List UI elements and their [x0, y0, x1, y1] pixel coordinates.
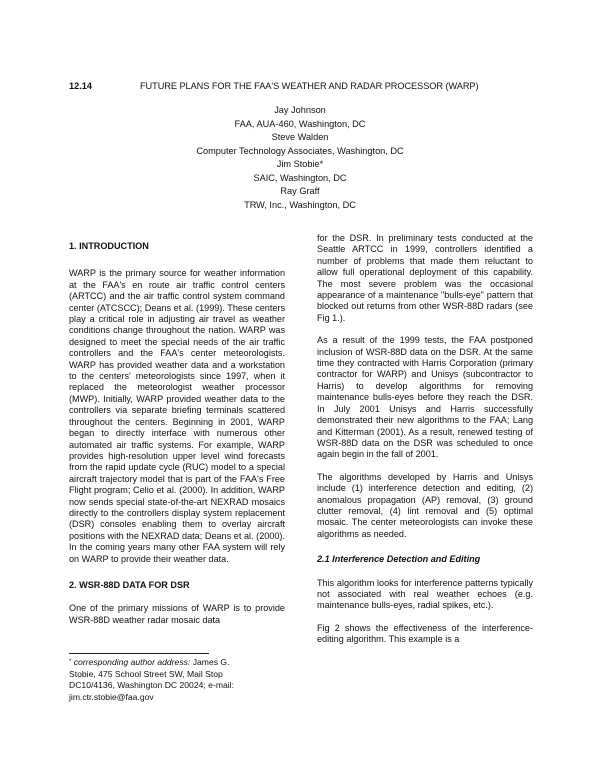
body-paragraph: One of the primary missions of WARP is to provide WSR-88D weather radar mosaic data	[69, 603, 285, 625]
author-affiliation: FAA, AUA-460, Washington, DC	[234, 118, 366, 129]
author-block	[0, 104, 600, 212]
author-name: Jim Stobie*	[276, 159, 324, 169]
subsection-heading-interference: 2.1 Interference Detection and Editing	[317, 554, 481, 565]
body-paragraph: WARP is the primary source for weather information at the FAA's en route air traffic control centers (ARTCC) and the air traffic control system command center (ATCSCC); Deans et al. (1999). These centers play a critical role in adjusting air travel as weather conditions change throughout the nation. WARP was designed to meet the special needs of the air traffic controllers and the FAA's center meteorologists. WARP has provided weather data and a workstation to the centers' meteorologists since 1997, when it replaced the meteorologist weather processor (MWP). Initially, WARP provided weather data to the controllers via separate briefing terminals scattered throughout the centers. Beginning in 2001, WARP began to directly interface with numerous other automated air traffic systems. For example, WARP provides high-resolution upper level wind forecasts from the rapid update cycle (RUC) model to a special aircraft trajectory model that is part of the FAA's Free Flight program; Celio et al. (2000). In addition, WARP now sends special state-of-the-art NEXRAD mosaics directly to the controllers display system replacement (DSR) consoles enabling them to overlay aircraft positions with the NEXRAD data; Deans et al. (2000). In the coming years many other FAA system will rely on WARP to provide their weather data.	[69, 268, 285, 564]
footnote-divider	[69, 653, 209, 654]
body-paragraph: Fig 2 shows the effectiveness of the interference-editing algorithm. This example is a	[317, 622, 533, 645]
footnote-name: James G.	[192, 657, 230, 667]
footnote-line: Stobie, 475 School Street SW, Mail Stop	[69, 668, 223, 679]
body-paragraph: This algorithm looks for interference patterns typically not associated with real weather echoes (e.g. maintenance bulls-eyes, radial spikes, etc.).	[317, 577, 533, 611]
author-affiliation: TRW, Inc., Washington, DC	[244, 199, 356, 210]
author-affiliation: Computer Technology Associates, Washington, DC	[196, 145, 404, 156]
author-name: Ray Graff	[280, 186, 320, 196]
footnote-line: DC10/4136, Washington DC 20024; e-mail:	[69, 680, 234, 690]
body-paragraph: The algorithms developed by Harris and Unisys include (1) interference detection and editing, (2) anomalous propagation (AP) removal, (3) ground clutter removal, (4) lint removal and (5) optimal mosaic. The center meteorologists can invoke these algorithms as needed.	[317, 471, 533, 539]
body-paragraph: for the DSR. In preliminary tests conducted at the Seattle ARTCC in 1999, controllers identified a number of problems that made them reluctant to allow full operational deployment of this capability. The most severe problem was the occasional appearance of a maintenance "bulls-eye" pattern that blocked out returns from other WSR-88D radars (see Fig 1.).	[317, 233, 533, 323]
right-column	[317, 233, 533, 646]
footnote-label: corresponding author address:	[73, 657, 191, 667]
body-paragraph: As a result of the 1999 tests, the FAA postponed inclusion of WSR-88D data on the DSR. At the same time they contracted with Harris Corporation (primary contractor for WARP) and Unisys (subcontractor to Harris) to develop algorithms for removing maintenance bulls-eyes before they reach the DSR. In July 2001 Unisys and Harris successfully demonstrated their new algorithms to the FAA; Lang and Kitterman (2001). As a result, renewed testing of WSR-88D data on the DSR was scheduled to once again begin in the fall of 2001.	[317, 335, 533, 460]
author-affiliation: SAIC, Washington, DC	[253, 172, 347, 183]
left-column	[69, 241, 285, 626]
author-name: Steve Walden	[271, 132, 329, 142]
author-name: Jay Johnson	[274, 105, 326, 115]
footnote	[69, 657, 285, 703]
paper-header	[69, 81, 539, 91]
paper-title: FUTURE PLANS FOR THE FAA'S WEATHER AND RADAR PROCESSOR (WARP)	[140, 81, 479, 91]
footnote-email: jim.ctr.stobie@faa.gov	[69, 691, 154, 702]
section-heading-wsr88d: 2. WSR-88D DATA FOR DSR	[69, 579, 190, 590]
paper-number: 12.14	[69, 81, 92, 91]
section-heading-introduction: 1. INTRODUCTION	[69, 241, 149, 251]
footnote-mark: *	[69, 659, 72, 665]
